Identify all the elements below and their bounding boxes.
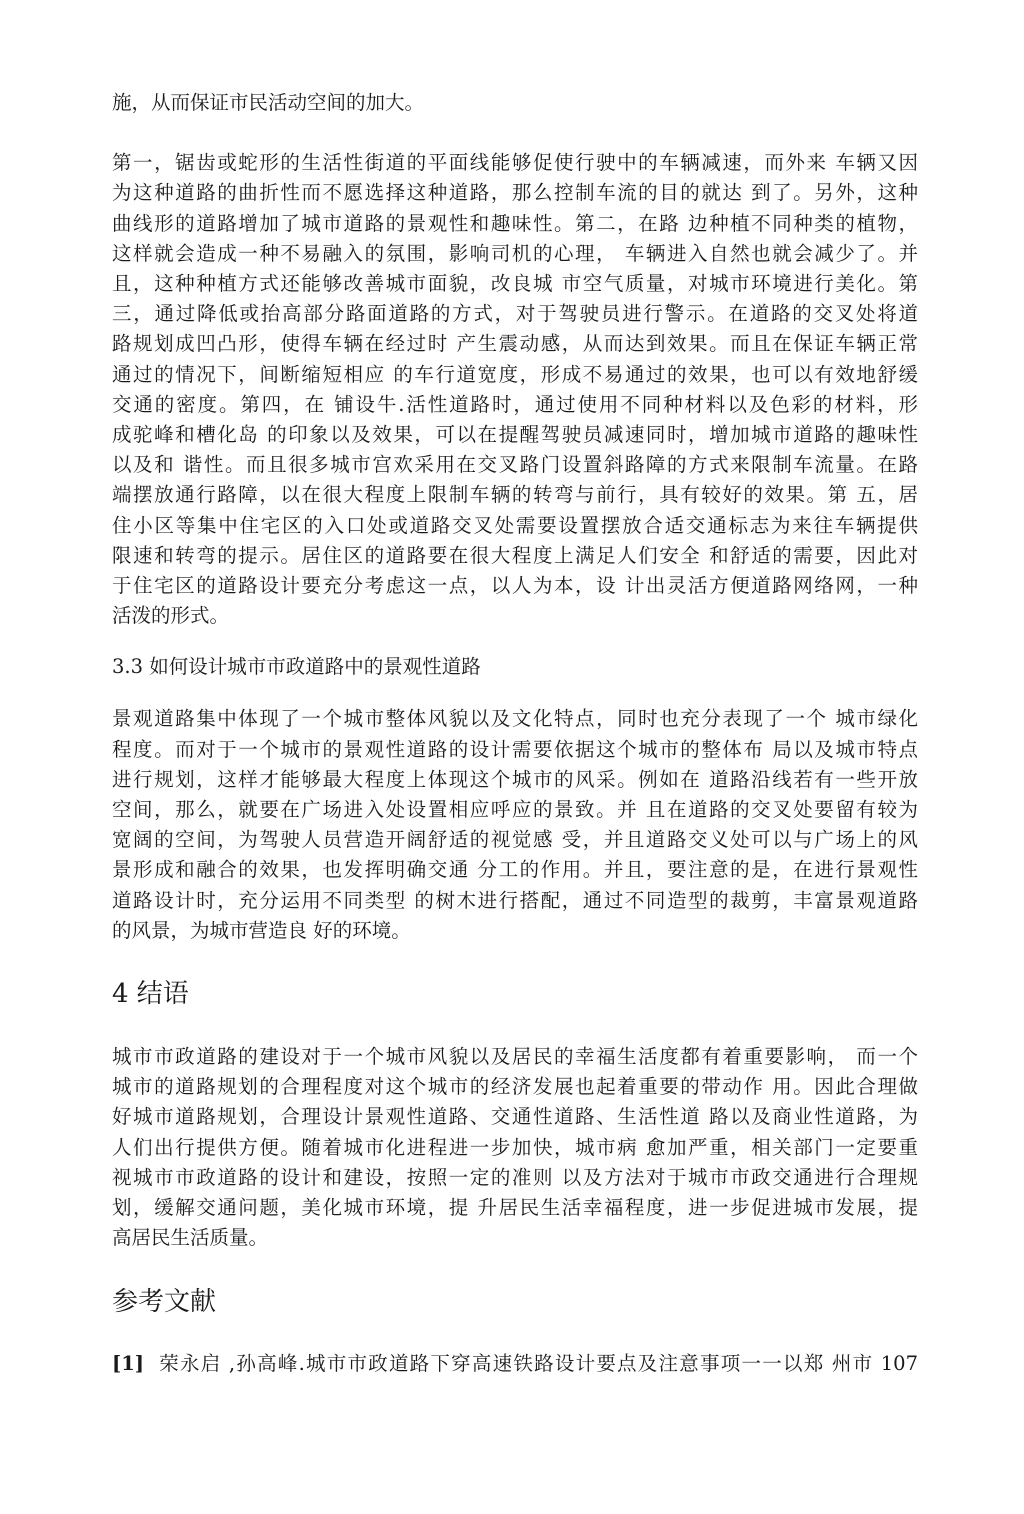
text-line: 交通的密度。第四，在 铺设牛.活性道路时，通过使用不同种材料以及色彩的材料，形 [112, 392, 918, 416]
text-line: 成驼峰和槽化岛 的印象以及效果，可以在提醒驾驶员减速同时，增加城市道路的趣味性 [112, 423, 918, 447]
text-line: 路规划成凹凸形，使得车辆在经过时 产生震动感，从而达到效果。而且在保证车辆正常 [112, 332, 918, 356]
text-line: 曲线形的道路增加了城市道路的景观性和趣味性。第二，在路 边种植不同种类的植物， [112, 211, 918, 235]
text-line: 以及和 谐性。而且很多城市宫欢采用在交叉路门设置斜路障的方式来限制车流量。在路 [112, 453, 918, 477]
document-page [112, 88, 918, 1379]
landscape-road-paragraph [112, 704, 918, 946]
text-line: 道路设计时，充分运用不同类型 的树木进行搭配，通过不同造型的裁剪，丰富景观道路 [112, 888, 918, 912]
text-line: 划，缓解交通问题，美化城市环境，提 升居民生活幸福程度，进一步促进城市发展，提 [112, 1196, 918, 1220]
text-line: 程度。而对于一个城市的景观性道路的设计需要依据这个城市的整体布 局以及城市特点 [112, 737, 918, 761]
conclusion-paragraph [112, 1042, 918, 1253]
text-line: 通过的情况下，间断缩短相应 的车行道宽度，形成不易通过的效果，也可以有效地舒缓 [112, 362, 918, 386]
reference-number: [1] [112, 1351, 145, 1375]
text-line: 人们出行提供方便。随着城市化进程进一步加快，城市病 愈加严重，相关部门一定要重 [112, 1135, 918, 1159]
text-line: 好城市道路规划，合理设计景观性道路、交通性道路、生活性道 路以及商业性道路，为 [112, 1105, 918, 1129]
opening-paragraph [112, 88, 918, 118]
text-line: 景形成和融合的效果，也发挥明确交通 分工的作用。并且，要注意的是，在进行景观性 [112, 858, 918, 882]
text-line: 进行规划，这样才能够最大程度上体现这个城市的风采。例如在 道路沿线若有一些开放 [112, 767, 918, 791]
text-line: 景观道路集中体现了一个城市整体风貌以及文化特点，同时也充分表现了一个 城市绿化 [112, 707, 918, 731]
text-line: 的风景，为城市营造良 好的环境。 [112, 918, 411, 942]
section-heading-conclusion: 4 结语 [112, 979, 189, 1010]
reference-text: 荣永启 ,孙高峰.城市市政道路下穿高速铁路设计要点及注意事项一一以郑 州市 107 [158, 1351, 918, 1375]
reference-list [112, 1349, 918, 1379]
text-line: 为这种道路的曲折性而不愿选择这种道路，那么控制车流的目的就达 到了。另外，这种 [112, 181, 918, 205]
text-line: 这样就会造成一种不易融入的氛围，影响司机的心理， 车辆进入自然也就会减少了。并 [112, 241, 918, 265]
text-line: 施，从而保证市民活动空间的加大。 [112, 91, 425, 114]
text-line: 且，这种种植方式还能够改善城市面貌，改良城 市空气质量，对城市环境进行美化。第 [112, 272, 918, 296]
traffic-calming-paragraph [112, 148, 918, 631]
text-line: 住小区等集中住宅区的入口处或道路交叉处需要设置摆放合适交通标志为来往车辆提供 [112, 513, 918, 537]
text-line: 于住宅区的道路设计要充分考虑这一点，以人为本，设 计出灵活方便道路网络网，一种 [112, 574, 918, 598]
text-line: 宽阔的空间，为驾驶人员营造开阔舒适的视觉感 受，并且道路交义处可以与广场上的风 [112, 828, 918, 852]
text-line: 城市的道路规划的合理程度对这个城市的经济发展也起着重要的带动作 用。因此合理做 [112, 1075, 918, 1099]
text-line: 城市市政道路的建设对于一个城市风貌以及居民的幸福生活度都有着重要影响， 而一个 [112, 1045, 918, 1069]
reference-item [112, 1349, 918, 1379]
text-line: 高居民生活质量。 [112, 1226, 269, 1250]
text-line: 活泼的形式。 [112, 604, 230, 628]
references-heading: 参考文献 [112, 1286, 217, 1317]
text-line: 限速和转弯的提示。居住区的道路要在很大程度上满足人们安全 和舒适的需要，因此对 [112, 543, 918, 567]
text-line: 第一，锯齿或蛇形的生活性街道的平面线能够促使行驶中的车辆减速，而外来 车辆又因 [112, 151, 918, 175]
text-line: 端摆放通行路障，以在很大程度上限制车辆的转弯与前行，具有较好的效果。第 五，居 [112, 483, 918, 507]
subsection-heading: 3.3 如何设计城市市政道路中的景观性道路 [112, 655, 481, 679]
text-line: 视城市市政道路的设计和建设，按照一定的准则 以及方法对于城市市政交通进行合理规 [112, 1165, 918, 1189]
text-line: 空间，那么，就要在广场进入处设置相应呼应的景致。并 且在道路的交叉处要留有较为 [112, 798, 918, 822]
text-line: 三，通过降低或抬高部分路面道路的方式，对于驾驶员进行警示。在道路的交叉处将道 [112, 302, 918, 326]
